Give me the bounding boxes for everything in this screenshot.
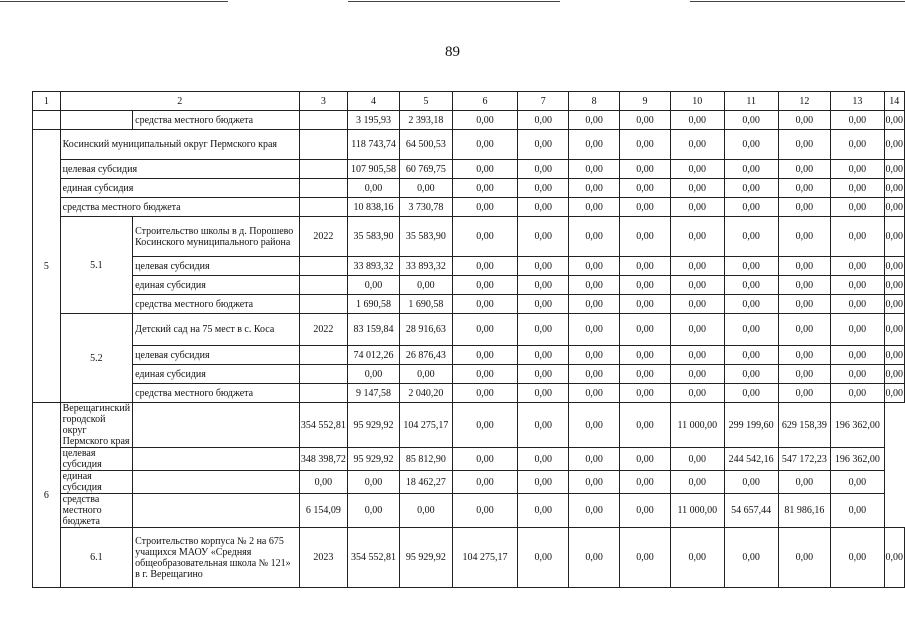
value-cell: 0,00 xyxy=(620,448,671,471)
value-cell: 0,00 xyxy=(518,346,569,365)
value-cell: 0,00 xyxy=(778,160,830,179)
value-cell: 0,00 xyxy=(452,276,518,295)
value-cell: 104 275,17 xyxy=(452,528,518,588)
value-cell: 0,00 xyxy=(724,257,778,276)
value-cell: 0,00 xyxy=(831,295,884,314)
row-name-cell: Детский сад на 75 мест в с. Коса xyxy=(133,314,300,346)
value-cell: 0,00 xyxy=(299,471,347,494)
value-cell: 60 769,75 xyxy=(400,160,452,179)
value-cell: 107 905,58 xyxy=(347,160,399,179)
value-cell: 196 362,00 xyxy=(831,403,884,448)
value-cell: 0,00 xyxy=(778,384,830,403)
value-cell: 0,00 xyxy=(620,130,671,160)
year-cell: 2022 xyxy=(299,217,347,257)
header-cell: 9 xyxy=(620,92,671,111)
value-cell: 0,00 xyxy=(569,448,620,471)
year-cell xyxy=(299,111,347,130)
value-cell: 0,00 xyxy=(569,295,620,314)
value-cell: 0,00 xyxy=(778,198,830,217)
value-cell: 0,00 xyxy=(400,179,452,198)
value-cell: 0,00 xyxy=(831,314,884,346)
row-name-cell: Строительство корпуса № 2 на 675 учащихся МАОУ «Средняя общеобразовательная школа № 121» в г. Верещагино xyxy=(133,528,300,588)
value-cell: 0,00 xyxy=(884,179,905,198)
value-cell: 64 500,53 xyxy=(400,130,452,160)
value-cell: 0,00 xyxy=(778,276,830,295)
header-cell: 12 xyxy=(778,92,830,111)
value-cell: 10 838,16 xyxy=(347,198,399,217)
value-cell: 33 893,32 xyxy=(400,257,452,276)
year-cell xyxy=(299,130,347,160)
value-cell: 0,00 xyxy=(831,130,884,160)
row-name-cell: единая субсидия xyxy=(60,471,133,494)
value-cell: 0,00 xyxy=(518,494,569,528)
scan-edge-line xyxy=(690,1,905,2)
value-cell: 0,00 xyxy=(724,179,778,198)
value-cell: 0,00 xyxy=(671,448,725,471)
value-cell: 0,00 xyxy=(518,528,569,588)
value-cell: 0,00 xyxy=(620,494,671,528)
value-cell: 0,00 xyxy=(518,403,569,448)
row-name-cell: единая субсидия xyxy=(133,365,300,384)
group-label-cell: 5 xyxy=(33,130,61,403)
header-cell: 8 xyxy=(569,92,620,111)
value-cell: 0,00 xyxy=(831,494,884,528)
year-cell xyxy=(133,471,300,494)
value-cell: 0,00 xyxy=(518,295,569,314)
value-cell: 95 929,92 xyxy=(347,403,399,448)
value-cell: 0,00 xyxy=(620,346,671,365)
value-cell: 0,00 xyxy=(452,346,518,365)
value-cell: 0,00 xyxy=(569,314,620,346)
value-cell: 0,00 xyxy=(884,198,905,217)
value-cell: 0,00 xyxy=(724,276,778,295)
value-cell: 0,00 xyxy=(518,198,569,217)
row-name-cell: средства местного бюджета xyxy=(133,384,300,403)
value-cell: 28 916,63 xyxy=(400,314,452,346)
value-cell: 0,00 xyxy=(724,198,778,217)
table-row xyxy=(33,528,905,588)
row-name-cell: средства местного бюджета xyxy=(133,295,300,314)
value-cell: 0,00 xyxy=(778,295,830,314)
value-cell: 0,00 xyxy=(620,365,671,384)
value-cell: 0,00 xyxy=(569,130,620,160)
value-cell: 0,00 xyxy=(831,160,884,179)
year-cell xyxy=(299,257,347,276)
value-cell: 0,00 xyxy=(671,198,725,217)
value-cell: 0,00 xyxy=(724,346,778,365)
value-cell: 0,00 xyxy=(518,160,569,179)
value-cell: 0,00 xyxy=(724,111,778,130)
value-cell: 0,00 xyxy=(778,217,830,257)
value-cell: 0,00 xyxy=(400,365,452,384)
value-cell: 0,00 xyxy=(452,384,518,403)
value-cell: 0,00 xyxy=(569,403,620,448)
value-cell: 6 154,09 xyxy=(299,494,347,528)
table-row xyxy=(33,198,905,217)
value-cell: 354 552,81 xyxy=(299,403,347,448)
value-cell: 0,00 xyxy=(518,111,569,130)
value-cell: 0,00 xyxy=(671,384,725,403)
value-cell: 0,00 xyxy=(884,365,905,384)
year-cell xyxy=(299,160,347,179)
value-cell: 2 040,20 xyxy=(400,384,452,403)
value-cell: 0,00 xyxy=(884,528,905,588)
value-cell: 0,00 xyxy=(620,528,671,588)
table-row xyxy=(33,346,905,365)
value-cell: 0,00 xyxy=(724,365,778,384)
table-row xyxy=(33,295,905,314)
value-cell: 11 000,00 xyxy=(671,494,725,528)
table-row xyxy=(33,111,905,130)
value-cell: 0,00 xyxy=(620,198,671,217)
value-cell: 54 657,44 xyxy=(724,494,778,528)
value-cell: 0,00 xyxy=(347,276,399,295)
value-cell: 0,00 xyxy=(671,160,725,179)
value-cell: 0,00 xyxy=(778,111,830,130)
value-cell: 9 147,58 xyxy=(347,384,399,403)
value-cell: 0,00 xyxy=(831,365,884,384)
value-cell: 0,00 xyxy=(778,314,830,346)
value-cell: 0,00 xyxy=(671,471,725,494)
table-row xyxy=(33,276,905,295)
value-cell: 0,00 xyxy=(884,257,905,276)
value-cell: 0,00 xyxy=(884,276,905,295)
value-cell: 0,00 xyxy=(620,276,671,295)
value-cell: 0,00 xyxy=(778,471,830,494)
value-cell: 547 172,23 xyxy=(778,448,830,471)
header-cell: 4 xyxy=(347,92,399,111)
value-cell: 0,00 xyxy=(831,276,884,295)
header-cell: 3 xyxy=(299,92,347,111)
value-cell: 0,00 xyxy=(518,471,569,494)
value-cell: 0,00 xyxy=(452,198,518,217)
value-cell: 0,00 xyxy=(452,448,518,471)
year-cell xyxy=(133,494,300,528)
value-cell: 299 199,60 xyxy=(724,403,778,448)
value-cell: 0,00 xyxy=(620,111,671,130)
table-body xyxy=(33,92,905,588)
header-cell: 5 xyxy=(400,92,452,111)
page-number: 89 xyxy=(445,44,460,60)
value-cell: 0,00 xyxy=(620,160,671,179)
value-cell: 0,00 xyxy=(831,198,884,217)
header-cell: 7 xyxy=(518,92,569,111)
value-cell: 83 159,84 xyxy=(347,314,399,346)
value-cell: 0,00 xyxy=(884,130,905,160)
value-cell: 0,00 xyxy=(569,471,620,494)
row-name-cell: Верещагинский городской округ Пермского края xyxy=(60,403,133,448)
value-cell: 2 393,18 xyxy=(400,111,452,130)
row-name-cell: единая субсидия xyxy=(133,276,300,295)
table-row xyxy=(33,448,905,471)
value-cell: 0,00 xyxy=(347,365,399,384)
value-cell: 0,00 xyxy=(452,130,518,160)
value-cell: 0,00 xyxy=(724,130,778,160)
value-cell: 0,00 xyxy=(671,111,725,130)
value-cell: 0,00 xyxy=(724,160,778,179)
group-label-cell xyxy=(33,111,61,130)
value-cell: 0,00 xyxy=(518,448,569,471)
value-cell: 0,00 xyxy=(671,295,725,314)
value-cell: 0,00 xyxy=(671,365,725,384)
value-cell: 0,00 xyxy=(569,179,620,198)
value-cell: 0,00 xyxy=(620,217,671,257)
value-cell: 3 730,78 xyxy=(400,198,452,217)
value-cell: 0,00 xyxy=(620,314,671,346)
value-cell: 0,00 xyxy=(569,365,620,384)
value-cell: 0,00 xyxy=(569,198,620,217)
year-cell xyxy=(133,403,300,448)
value-cell: 0,00 xyxy=(724,295,778,314)
value-cell: 0,00 xyxy=(884,217,905,257)
value-cell: 0,00 xyxy=(518,130,569,160)
value-cell: 0,00 xyxy=(671,276,725,295)
value-cell: 0,00 xyxy=(831,471,884,494)
value-cell: 0,00 xyxy=(452,179,518,198)
value-cell: 0,00 xyxy=(452,494,518,528)
value-cell: 26 876,43 xyxy=(400,346,452,365)
value-cell: 95 929,92 xyxy=(347,448,399,471)
scan-edge-line xyxy=(0,1,228,2)
header-cell: 11 xyxy=(724,92,778,111)
year-cell xyxy=(299,179,347,198)
value-cell: 0,00 xyxy=(620,257,671,276)
value-cell: 33 893,32 xyxy=(347,257,399,276)
row-name-cell: средства местного бюджета xyxy=(60,198,299,217)
value-cell: 0,00 xyxy=(671,179,725,198)
value-cell: 196 362,00 xyxy=(831,448,884,471)
table-row xyxy=(33,365,905,384)
value-cell: 0,00 xyxy=(724,384,778,403)
value-cell: 0,00 xyxy=(778,179,830,198)
header-cell: 14 xyxy=(884,92,905,111)
value-cell: 0,00 xyxy=(778,257,830,276)
group-label-cell: 6.1 xyxy=(60,528,133,588)
value-cell: 0,00 xyxy=(569,494,620,528)
value-cell: 11 000,00 xyxy=(671,403,725,448)
table-row xyxy=(33,471,905,494)
group-label-cell xyxy=(60,111,133,130)
value-cell: 1 690,58 xyxy=(347,295,399,314)
value-cell: 3 195,93 xyxy=(347,111,399,130)
value-cell: 0,00 xyxy=(884,295,905,314)
value-cell: 0,00 xyxy=(724,528,778,588)
value-cell: 0,00 xyxy=(518,276,569,295)
value-cell: 0,00 xyxy=(347,471,399,494)
value-cell: 81 986,16 xyxy=(778,494,830,528)
value-cell: 0,00 xyxy=(671,528,725,588)
value-cell: 348 398,72 xyxy=(299,448,347,471)
value-cell: 0,00 xyxy=(518,384,569,403)
value-cell: 0,00 xyxy=(569,528,620,588)
table-row xyxy=(33,130,905,160)
table-row xyxy=(33,257,905,276)
row-name-cell: единая субсидия xyxy=(60,179,299,198)
group-label-cell: 6 xyxy=(33,403,61,588)
value-cell: 0,00 xyxy=(778,365,830,384)
value-cell: 1 690,58 xyxy=(400,295,452,314)
value-cell: 104 275,17 xyxy=(400,403,452,448)
value-cell: 0,00 xyxy=(620,403,671,448)
value-cell: 0,00 xyxy=(452,257,518,276)
value-cell: 0,00 xyxy=(884,384,905,403)
value-cell: 0,00 xyxy=(347,179,399,198)
value-cell: 0,00 xyxy=(452,295,518,314)
value-cell: 0,00 xyxy=(347,494,399,528)
table-row xyxy=(33,314,905,346)
value-cell: 0,00 xyxy=(452,365,518,384)
year-cell xyxy=(133,448,300,471)
value-cell: 354 552,81 xyxy=(347,528,399,588)
value-cell: 0,00 xyxy=(724,471,778,494)
header-cell: 2 xyxy=(60,92,299,111)
value-cell: 0,00 xyxy=(778,130,830,160)
value-cell: 18 462,27 xyxy=(400,471,452,494)
value-cell: 0,00 xyxy=(569,160,620,179)
value-cell: 0,00 xyxy=(778,528,830,588)
value-cell: 0,00 xyxy=(452,471,518,494)
value-cell: 0,00 xyxy=(452,217,518,257)
value-cell: 74 012,26 xyxy=(347,346,399,365)
value-cell: 0,00 xyxy=(671,217,725,257)
value-cell: 0,00 xyxy=(831,346,884,365)
table-row xyxy=(33,494,905,528)
group-label-cell: 5.2 xyxy=(60,314,133,403)
scan-edge-line xyxy=(348,1,560,2)
value-cell: 0,00 xyxy=(569,346,620,365)
value-cell: 0,00 xyxy=(671,130,725,160)
row-name-cell: целевая субсидия xyxy=(60,160,299,179)
value-cell: 0,00 xyxy=(620,179,671,198)
value-cell: 0,00 xyxy=(831,111,884,130)
value-cell: 0,00 xyxy=(884,111,905,130)
year-cell xyxy=(299,384,347,403)
value-cell: 85 812,90 xyxy=(400,448,452,471)
value-cell: 0,00 xyxy=(831,217,884,257)
row-name-cell: средства местного бюджета xyxy=(60,494,133,528)
year-cell: 2022 xyxy=(299,314,347,346)
year-cell xyxy=(299,365,347,384)
value-cell: 0,00 xyxy=(620,295,671,314)
row-name-cell: Косинский муниципальный округ Пермского края xyxy=(60,130,299,160)
value-cell: 0,00 xyxy=(831,528,884,588)
value-cell: 118 743,74 xyxy=(347,130,399,160)
row-name-cell: целевая субсидия xyxy=(133,257,300,276)
group-label-cell: 5.1 xyxy=(60,217,133,314)
value-cell: 0,00 xyxy=(671,257,725,276)
budget-table xyxy=(32,91,905,588)
table-row xyxy=(33,217,905,257)
value-cell: 0,00 xyxy=(671,346,725,365)
header-cell: 6 xyxy=(452,92,518,111)
value-cell: 0,00 xyxy=(884,160,905,179)
header-cell: 13 xyxy=(831,92,884,111)
value-cell: 0,00 xyxy=(884,314,905,346)
row-name-cell: целевая субсидия xyxy=(133,346,300,365)
year-cell: 2023 xyxy=(299,528,347,588)
value-cell: 0,00 xyxy=(778,346,830,365)
year-cell xyxy=(299,346,347,365)
table-row xyxy=(33,403,905,448)
value-cell: 0,00 xyxy=(724,314,778,346)
value-cell: 0,00 xyxy=(569,276,620,295)
row-name-cell: средства местного бюджета xyxy=(133,111,300,130)
header-row xyxy=(33,92,905,111)
value-cell: 0,00 xyxy=(452,403,518,448)
value-cell: 0,00 xyxy=(671,314,725,346)
value-cell: 0,00 xyxy=(400,276,452,295)
value-cell: 0,00 xyxy=(452,160,518,179)
value-cell: 0,00 xyxy=(518,257,569,276)
value-cell: 0,00 xyxy=(831,257,884,276)
table-row xyxy=(33,160,905,179)
value-cell: 35 583,90 xyxy=(347,217,399,257)
year-cell xyxy=(299,276,347,295)
value-cell: 0,00 xyxy=(518,314,569,346)
value-cell: 0,00 xyxy=(452,314,518,346)
year-cell xyxy=(299,295,347,314)
value-cell: 0,00 xyxy=(518,365,569,384)
row-name-cell: целевая субсидия xyxy=(60,448,133,471)
value-cell: 95 929,92 xyxy=(400,528,452,588)
year-cell xyxy=(299,198,347,217)
value-cell: 0,00 xyxy=(569,384,620,403)
value-cell: 0,00 xyxy=(620,471,671,494)
value-cell: 0,00 xyxy=(452,111,518,130)
value-cell: 0,00 xyxy=(518,179,569,198)
header-cell: 10 xyxy=(671,92,725,111)
table-row xyxy=(33,384,905,403)
row-name-cell: Строительство школы в д. Порошево Косинского муниципального района xyxy=(133,217,300,257)
value-cell: 0,00 xyxy=(569,217,620,257)
value-cell: 0,00 xyxy=(831,179,884,198)
value-cell: 0,00 xyxy=(569,111,620,130)
value-cell: 0,00 xyxy=(884,346,905,365)
value-cell: 629 158,39 xyxy=(778,403,830,448)
value-cell: 0,00 xyxy=(724,217,778,257)
value-cell: 0,00 xyxy=(831,384,884,403)
value-cell: 0,00 xyxy=(569,257,620,276)
value-cell: 0,00 xyxy=(620,384,671,403)
value-cell: 35 583,90 xyxy=(400,217,452,257)
table-row xyxy=(33,179,905,198)
header-cell: 1 xyxy=(33,92,61,111)
value-cell: 0,00 xyxy=(518,217,569,257)
value-cell: 0,00 xyxy=(400,494,452,528)
value-cell: 244 542,16 xyxy=(724,448,778,471)
